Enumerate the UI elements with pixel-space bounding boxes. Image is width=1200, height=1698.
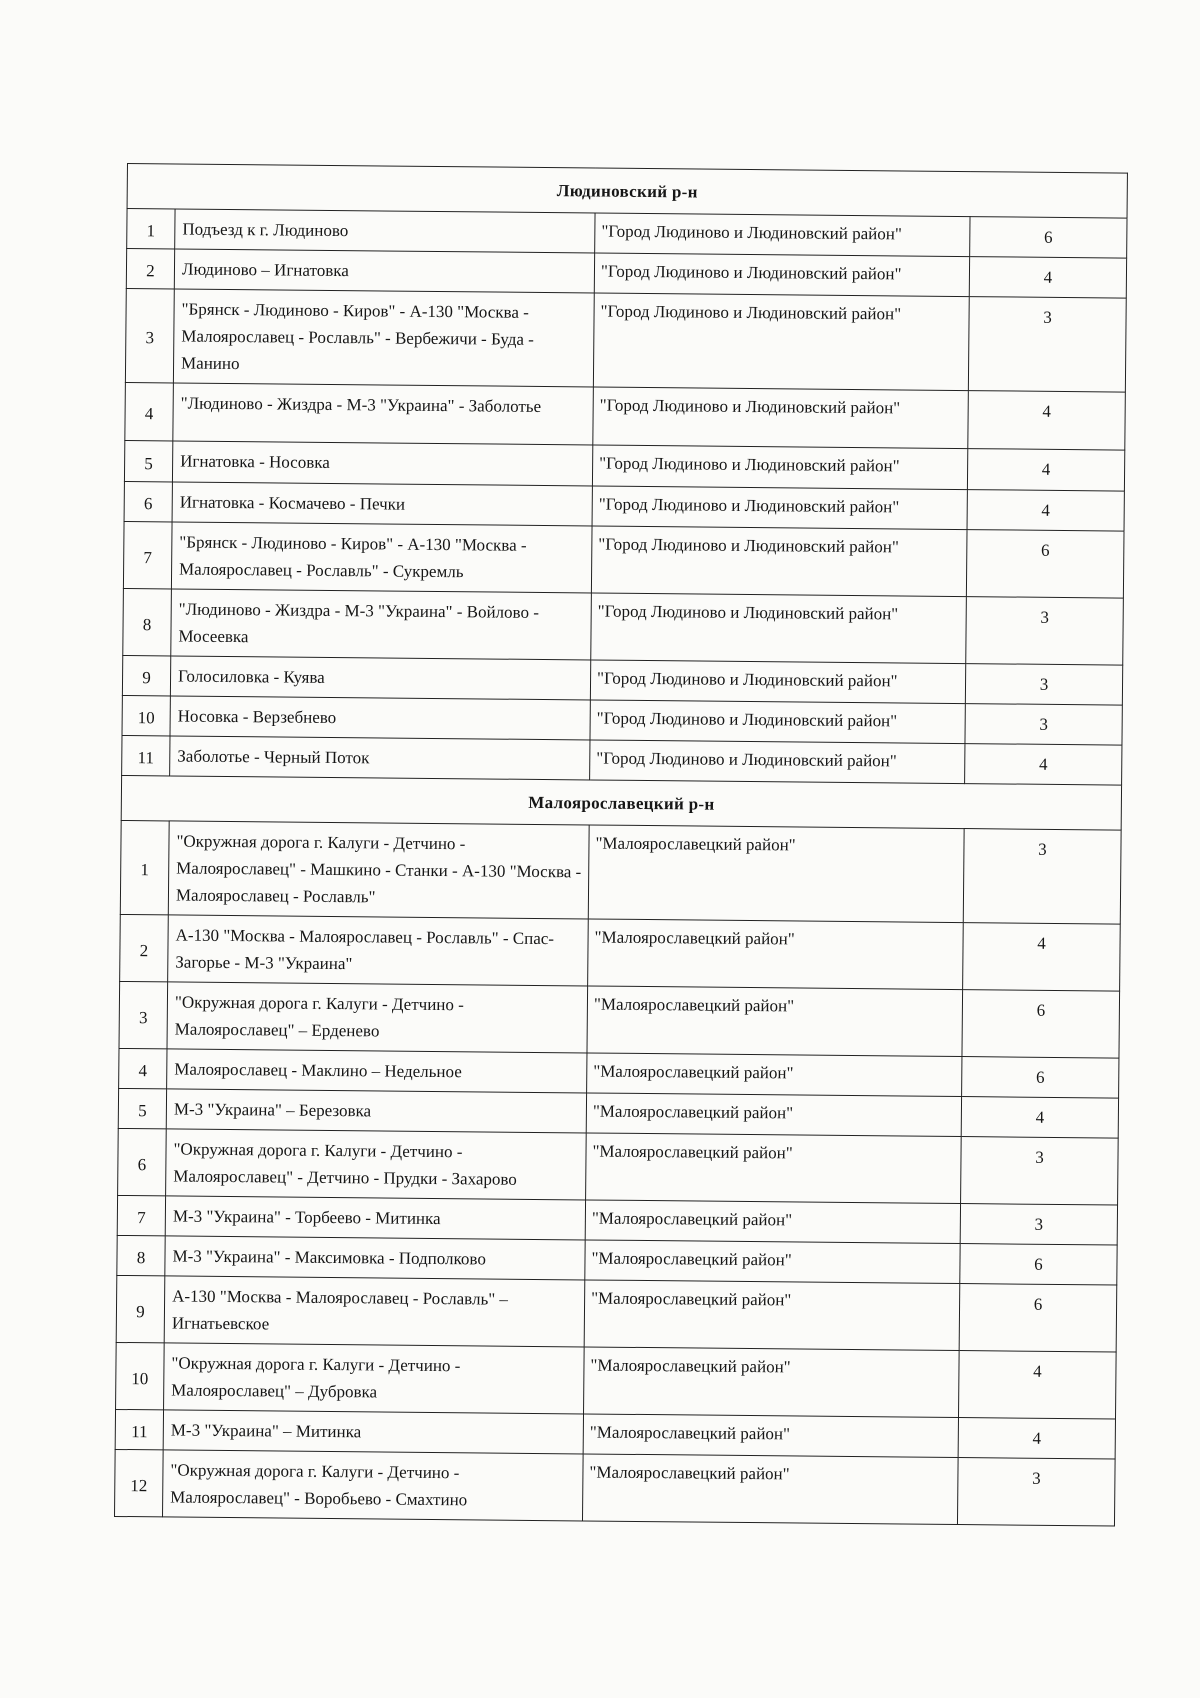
table-row (123, 521, 1124, 598)
road-name-cell: Носовка - Верзебнево (170, 696, 590, 740)
category-cell: 3 (957, 1458, 1115, 1527)
category-cell: 4 (967, 449, 1124, 492)
row-number: 2 (126, 249, 174, 289)
row-number: 12 (115, 1449, 164, 1516)
district-cell: "Город Людиново и Людиновский район" (590, 660, 965, 704)
table-row (120, 914, 1121, 991)
category-cell: 6 (970, 217, 1127, 259)
category-cell: 4 (968, 391, 1126, 451)
row-number: 5 (118, 1088, 166, 1128)
category-cell: 6 (962, 1057, 1119, 1099)
category-cell: 6 (962, 990, 1120, 1059)
district-cell: "Город Людиново и Людиновский район" (595, 213, 970, 257)
row-number: 4 (119, 1048, 167, 1088)
row-number: 9 (122, 655, 170, 695)
category-cell: 3 (965, 704, 1122, 746)
road-name-cell: "Брянск - Людиново - Киров" - А-130 "Москва - Малоярославец - Рославль" - Сукремль (171, 522, 592, 593)
road-name-cell: Заболотье - Черный Поток (170, 736, 590, 780)
row-number: 1 (127, 209, 175, 249)
row-number: 7 (117, 1195, 165, 1235)
district-cell: "Город Людиново и Людиновский район" (592, 445, 967, 490)
district-cell: "Город Людиново и Людиновский район" (593, 293, 969, 391)
row-number: 10 (116, 1342, 165, 1409)
road-name-cell: "Окружная дорога г. Калуги - Детчино - Малоярославец" - Детчино - Прудки - Захарово (166, 1129, 587, 1200)
row-number: 11 (122, 735, 170, 775)
category-cell: 6 (960, 1244, 1117, 1286)
district-cell: "Малоярославецкий район" (585, 1200, 960, 1244)
road-name-cell: М-3 "Украина" – Березовка (166, 1089, 586, 1133)
road-name-cell: М-3 "Украина" - Торбеево - Митинка (165, 1196, 585, 1240)
road-name-cell: "Брянск - Людиново - Киров" - А-130 "Москва - Малоярославец - Рославль" - Вербежичи - Буда - Манино (173, 289, 594, 387)
district-cell: "Город Людиново и Людиновский район" (590, 740, 965, 784)
category-cell: 4 (958, 1351, 1116, 1420)
category-cell: 4 (961, 1097, 1118, 1139)
table-row (125, 382, 1126, 450)
row-number: 1 (120, 820, 169, 914)
section-title: Малоярославецкий р-н (121, 775, 1121, 830)
district-cell: "Город Людиново и Людиновский район" (591, 593, 967, 664)
road-name-cell: Игнатовка - Космачево - Печки (172, 482, 592, 526)
district-cell: "Малоярославецкий район" (584, 1347, 960, 1418)
row-number: 5 (124, 440, 172, 481)
category-cell: 3 (963, 829, 1121, 925)
district-cell: "Малоярославецкий район" (586, 1133, 962, 1204)
row-number: 8 (117, 1235, 165, 1275)
road-name-cell: Игнатовка - Носовка (172, 441, 592, 486)
district-cell: "Малоярославецкий район" (587, 1053, 962, 1097)
row-number: 6 (124, 481, 172, 521)
category-cell: 4 (967, 490, 1124, 532)
row-number: 4 (125, 382, 174, 440)
category-cell: 3 (966, 597, 1124, 666)
roads-table (114, 163, 1128, 1527)
section-title: Людиновский р-н (127, 164, 1127, 219)
district-cell: "Малоярославецкий район" (587, 986, 963, 1057)
district-cell: "Малоярославецкий район" (585, 1240, 960, 1284)
roads-table-body (115, 164, 1128, 1527)
road-name-cell: "Окружная дорога г. Калуги - Детчино - Малоярославец" - Воробьево - Смахтино (163, 1450, 584, 1521)
road-name-cell: А-130 "Москва - Малоярославец - Рославль" – Игнатьевское (164, 1276, 585, 1347)
road-name-cell: "Окружная дорога г. Калуги - Детчино - Малоярославец" - Машкино - Станки - А-130 "Москва - Малоярославец - Рославль" (168, 821, 589, 919)
road-name-cell: "Людиново - Жиздра - М-3 "Украина" - Заболотье (173, 383, 594, 445)
district-cell: "Город Людиново и Людиновский район" (590, 700, 965, 744)
district-cell: "Малоярославецкий район" (582, 1454, 958, 1525)
road-name-cell: Подъезд к г. Людиново (175, 209, 595, 253)
category-cell: 4 (965, 744, 1122, 786)
table-row (116, 1342, 1117, 1419)
district-cell: "Малоярославецкий район" (588, 825, 964, 923)
road-name-cell: "Окружная дорога г. Калуги - Детчино - Малоярославец" – Ерденево (167, 982, 588, 1053)
road-name-cell: Малоярославец - Маклино – Недельное (167, 1049, 587, 1093)
road-name-cell: Людиново – Игнатовка (174, 249, 594, 293)
category-cell: 3 (965, 664, 1122, 706)
road-name-cell: А-130 "Москва - Малоярославец - Рославль" - Спас-Загорье - М-3 "Украина" (168, 915, 589, 986)
row-number: 11 (115, 1409, 163, 1449)
category-cell: 4 (969, 257, 1126, 299)
row-number: 2 (120, 914, 169, 981)
row-number: 10 (122, 695, 170, 735)
district-cell: "Малоярославецкий район" (584, 1280, 960, 1351)
table-row (119, 981, 1120, 1058)
road-name-cell: М-3 "Украина" – Митинка (163, 1410, 583, 1454)
table-row (120, 820, 1121, 924)
category-cell: 3 (961, 1137, 1119, 1206)
table-row (125, 288, 1126, 392)
district-cell: "Малоярославецкий район" (586, 1093, 961, 1137)
table-row (118, 1128, 1119, 1205)
row-number: 9 (116, 1275, 165, 1342)
district-cell: "Малоярославецкий район" (588, 919, 964, 990)
district-cell: "Город Людиново и Людиновский район" (592, 486, 967, 530)
road-name-cell: "Окружная дорога г. Калуги - Детчино - Малоярославец" – Дубровка (164, 1343, 585, 1414)
category-cell: 3 (960, 1204, 1117, 1246)
district-cell: "Город Людиново и Людиновский район" (593, 387, 969, 449)
row-number: 7 (123, 521, 172, 588)
table-row (115, 1449, 1116, 1526)
row-number: 8 (123, 588, 172, 655)
district-cell: "Малоярославецкий район" (583, 1414, 958, 1458)
row-number: 3 (125, 288, 174, 382)
category-cell: 4 (958, 1418, 1115, 1460)
category-cell: 6 (966, 530, 1124, 599)
category-cell: 6 (959, 1284, 1117, 1353)
row-number: 6 (118, 1128, 167, 1195)
category-cell: 4 (963, 923, 1121, 992)
category-cell: 3 (968, 297, 1126, 393)
road-name-cell: "Людиново - Жиздра - М-3 "Украина" - Войлово - Мосеевка (171, 589, 592, 660)
road-name-cell: Голосиловка - Куява (170, 656, 590, 700)
road-name-cell: М-3 "Украина" - Максимовка - Подполково (165, 1236, 585, 1280)
table-row (116, 1275, 1117, 1352)
table-row (123, 588, 1124, 665)
row-number: 3 (119, 981, 168, 1048)
district-cell: "Город Людиново и Людиновский район" (591, 526, 967, 597)
district-cell: "Город Людиново и Людиновский район" (594, 253, 969, 297)
